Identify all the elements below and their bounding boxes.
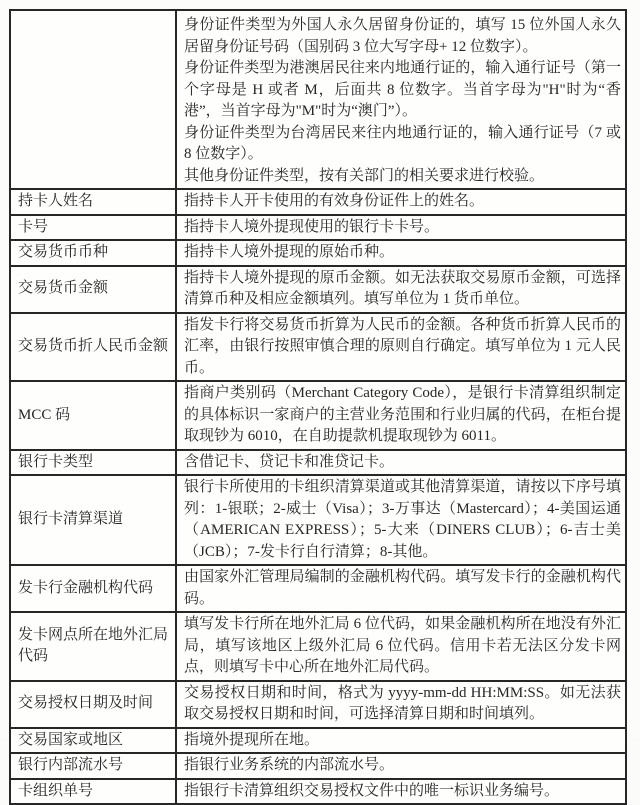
table-row bbox=[10, 189, 626, 215]
table-row bbox=[10, 215, 626, 241]
field-name-cell: 交易授权日期及时间 bbox=[10, 681, 176, 728]
field-name-cell: 发卡网点所在地外汇局代码 bbox=[10, 612, 176, 681]
field-description-cell: 指持卡人境外提现的原始币种。 bbox=[176, 240, 626, 266]
table-row bbox=[10, 779, 626, 805]
field-description-cell: 指持卡人开卡使用的有效身份证件上的姓名。 bbox=[176, 189, 626, 215]
table-row bbox=[10, 475, 626, 565]
field-description-cell: 含借记卡、贷记卡和准贷记卡。 bbox=[176, 450, 626, 476]
field-description-cell: 指银行业务系统的内部流水号。 bbox=[176, 753, 626, 779]
table-row bbox=[10, 450, 626, 476]
table-row bbox=[10, 728, 626, 754]
description-paragraph: 身份证件类型为港澳居民往来内地通行证的，输入通行证号（第一个字母是 H 或者 M，后面共 8 位数字。当首字母为"H"时为“香港”，当首字母为"M"时为“澳门”）。 bbox=[184, 60, 621, 119]
field-name-cell: 银行卡类型 bbox=[10, 450, 176, 476]
field-name-cell: 交易国家或地区 bbox=[10, 728, 176, 754]
description-paragraph: 身份证件类型为外国人永久居留身份证的，填写 15 位外国人永久居留身份证号码（国别码 3 位大写字母+ 12 位数字）。 bbox=[184, 17, 621, 55]
field-name-cell: 交易货币折人民币金额 bbox=[10, 313, 176, 382]
field-name-cell: 银行内部流水号 bbox=[10, 753, 176, 779]
table-row bbox=[10, 565, 626, 612]
field-description-cell: 填写发卡行所在地外汇局 6 位代码，如果金融机构所在地没有外汇局，填写该地区上级外汇局 6 位代码。信用卡若无法区分发卡网点，则填写卡中心所在地外汇局代码。 bbox=[176, 612, 626, 681]
field-description-cell: 交易授权日期和时间，格式为 yyyy-mm-dd HH:MM:SS。如无法获取交易授权日期和时间，可选择清算日期和时间填列。 bbox=[176, 681, 626, 728]
table-row bbox=[10, 240, 626, 266]
field-description-cell: 指境外提现所在地。 bbox=[176, 728, 626, 754]
table-row bbox=[10, 381, 626, 450]
description-paragraph: 身份证件类型为台湾居民来往内地通行证的，输入通行证号（7 或 8 位数字）。 bbox=[184, 124, 621, 162]
field-name-cell: 卡组织单号 bbox=[10, 779, 176, 805]
field-description-cell: 银行卡所使用的卡组织清算渠道或其他清算渠道，请按以下序号填列：1-银联；2-威士（Visa）；3-万事达（Mastercard）；4-美国运通（AMERICAN EXPRESS）；5-大来（DINERS CLUB）；6-吉士美（JCB）；7-发卡行自行清算；8-其他。 bbox=[176, 475, 626, 565]
field-name-cell: 发卡行金融机构代码 bbox=[10, 565, 176, 612]
table-row bbox=[10, 612, 626, 681]
field-description-cell: 由国家外汇管理局编制的金融机构代码。填写发卡行的金融机构代码。 bbox=[176, 565, 626, 612]
field-name-cell: 交易货币币种 bbox=[10, 240, 176, 266]
table-row bbox=[10, 681, 626, 728]
field-description-cell: 指持卡人境外提现使用的银行卡卡号。 bbox=[176, 215, 626, 241]
field-name-cell: 卡号 bbox=[10, 215, 176, 241]
description-paragraph: 其他身份证件类型，按有关部门的相关要求进行校验。 bbox=[184, 167, 545, 184]
field-description-cell bbox=[176, 10, 626, 189]
table-row bbox=[10, 10, 626, 189]
field-definitions-table bbox=[9, 9, 627, 805]
table-row bbox=[10, 266, 626, 313]
field-name-cell: MCC 码 bbox=[10, 381, 176, 450]
field-name-cell: 银行卡清算渠道 bbox=[10, 475, 176, 565]
table-row bbox=[10, 313, 626, 382]
field-name-cell: 持卡人姓名 bbox=[10, 189, 176, 215]
table-row bbox=[10, 753, 626, 779]
field-description-cell: 指商户类别码（Merchant Category Code），是银行卡清算组织制定的具体标识一家商户的主营业务范围和行业归属的代码，在柜台提取现钞为 6010，在自助提款机提取现钞为 6011。 bbox=[176, 381, 626, 450]
field-name-cell: 交易货币金额 bbox=[10, 266, 176, 313]
field-description-cell: 指持卡人境外提现的原币金额。如无法获取交易原币金额，可选择清算币种及相应金额填列。填写单位为 1 货币单位。 bbox=[176, 266, 626, 313]
field-description-cell: 指银行卡清算组织交易授权文件中的唯一标识业务编号。 bbox=[176, 779, 626, 805]
field-name-cell bbox=[10, 10, 176, 189]
field-description-cell: 指发卡行将交易货币折算为人民币的金额。各种货币折算人民币的汇率，由银行按照审慎合理的原则自行确定。填写单位为 1 元人民币。 bbox=[176, 313, 626, 382]
